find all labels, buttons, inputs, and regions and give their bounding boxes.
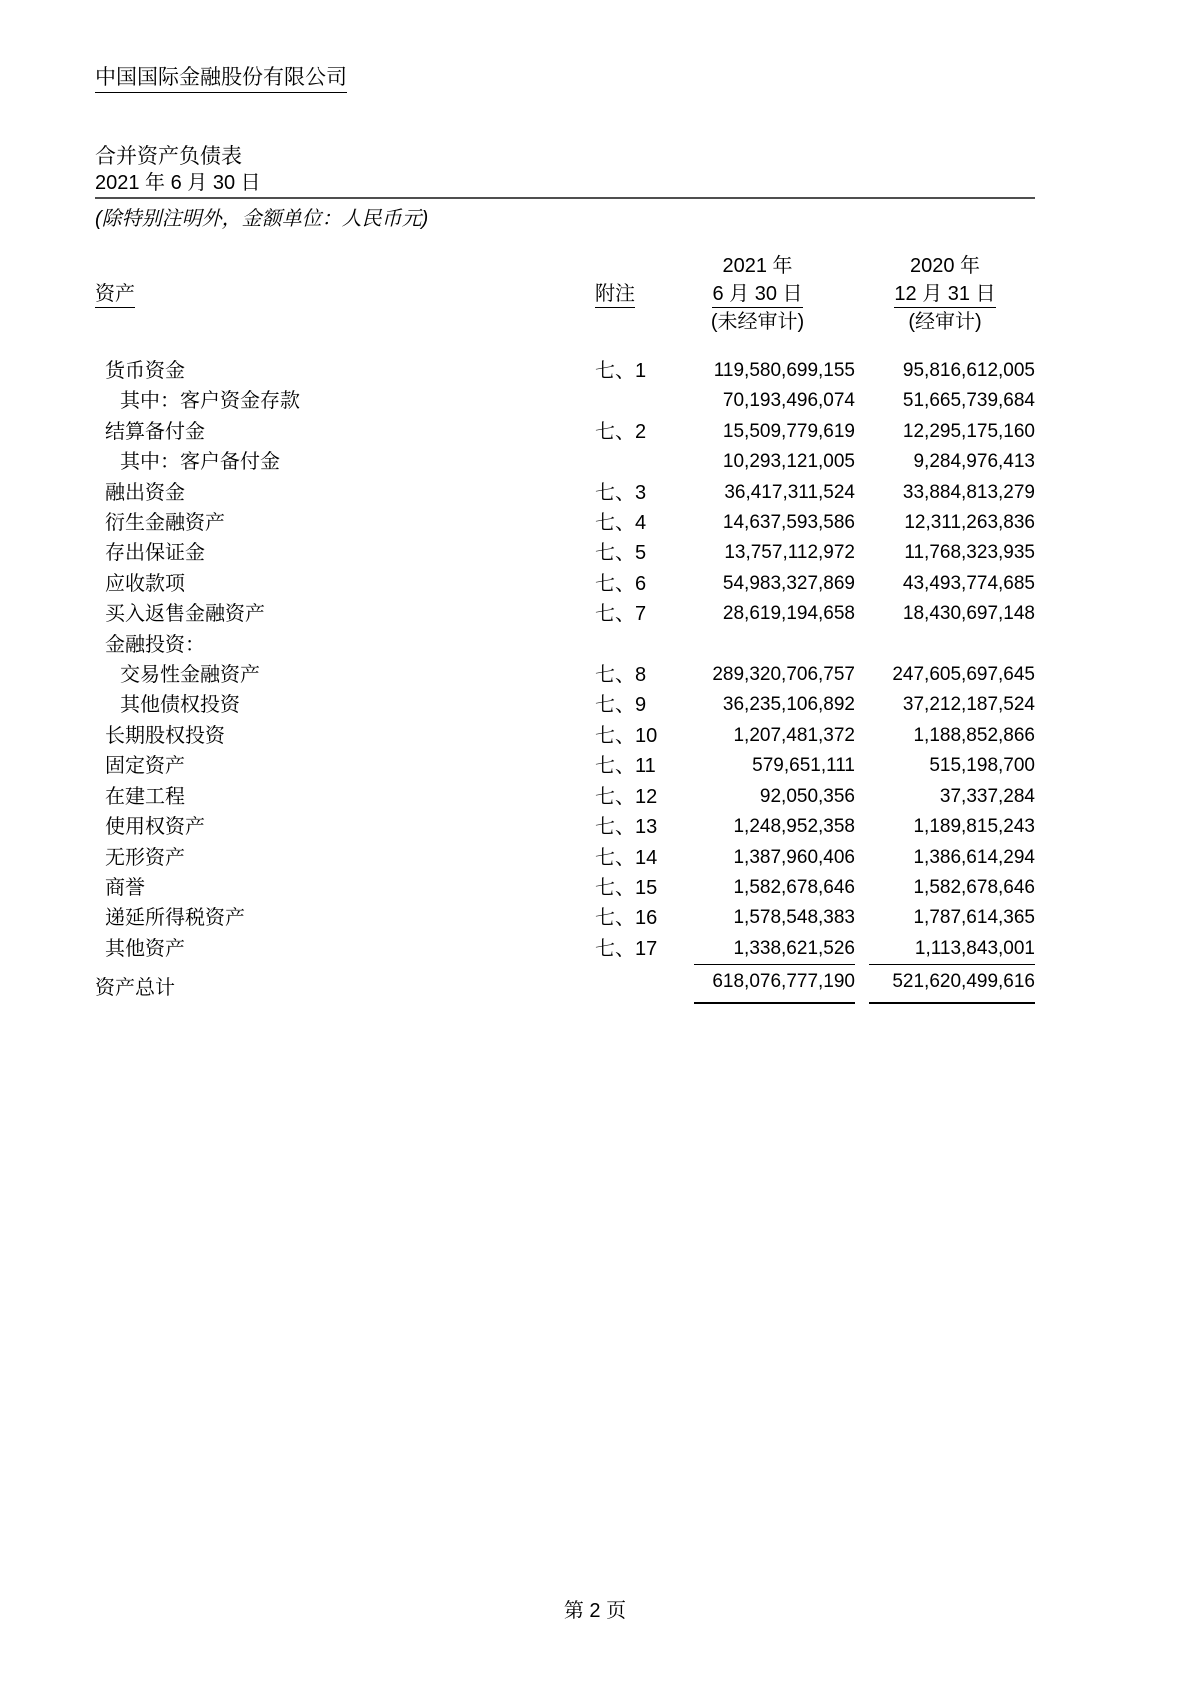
row-label: 衍生金融资产 (105, 512, 225, 535)
row-value-2020: 1,787,614,365 (913, 907, 1035, 929)
table-body (95, 336, 1035, 964)
row-value-2020: 12,311,263,836 (904, 512, 1035, 534)
table-row (95, 336, 1035, 386)
row-value-2021: 28,619,194,658 (722, 603, 855, 625)
row-note: 七、13 (595, 816, 658, 839)
table-row (95, 538, 1035, 568)
header-empty (595, 252, 660, 280)
row-value-2021: 119,580,699,155 (713, 360, 855, 381)
row-note (595, 386, 660, 416)
row-label: 其他资产 (105, 937, 185, 960)
currency-unit-note: (除特别注明外，金额单位：人民币元) (95, 208, 429, 230)
company-name (95, 64, 1035, 92)
row-label: 交易性金融资产 (120, 664, 260, 687)
header-empty (595, 308, 660, 336)
row-label: 结算备付金 (105, 420, 205, 443)
row-label: 长期股权投资 (105, 724, 225, 747)
table-row (95, 751, 1035, 781)
row-label: 融出资金 (105, 481, 185, 504)
table-row (95, 903, 1035, 933)
row-note: 七、17 (595, 937, 658, 960)
note-header (595, 280, 660, 308)
col-2020-date-text: 12 月 31 日 (894, 283, 995, 308)
page-number: 第 2 页 (563, 1600, 627, 1622)
row-value-2020: 51,665,739,684 (902, 390, 1035, 412)
table-row (95, 782, 1035, 812)
row-note: 七、6 (595, 572, 647, 595)
total-value-2021-cell (660, 964, 855, 1003)
row-value-2020: 1,582,678,646 (913, 876, 1035, 898)
row-value-2020 (855, 630, 1035, 660)
assets-header (95, 280, 595, 308)
row-note: 七、10 (595, 724, 658, 747)
row-note (595, 447, 660, 477)
row-value-2020: 37,212,187,524 (902, 694, 1035, 716)
row-label: 金融投资： (105, 633, 205, 656)
row-value-2020: 1,386,614,294 (913, 846, 1035, 868)
row-label: 应收款项 (105, 572, 185, 595)
table-row (95, 721, 1035, 751)
table-row (95, 843, 1035, 873)
row-label: 商誉 (105, 876, 145, 899)
table-header (95, 252, 1035, 336)
row-value-2021: 1,338,621,526 (733, 937, 855, 959)
note-header-text: 附注 (595, 283, 635, 308)
row-value-2020: 1,189,815,243 (913, 816, 1035, 838)
header-empty (95, 308, 595, 336)
total-label: 资产总计 (95, 977, 175, 1000)
row-value-2021: 1,578,548,383 (733, 907, 855, 929)
row-value-2021: 10,293,121,005 (722, 451, 855, 473)
row-note: 七、7 (595, 603, 647, 626)
total-value-2021: 618,076,777,190 (694, 964, 855, 1003)
row-note: 七、5 (595, 542, 647, 565)
table-row (95, 417, 1035, 447)
company-name-text: 中国国际金融股份有限公司 (95, 66, 347, 93)
row-value-2020: 515,198,700 (929, 755, 1035, 777)
row-label: 存出保证金 (105, 542, 205, 565)
row-note: 七、2 (595, 420, 647, 443)
row-note: 七、11 (595, 755, 656, 778)
col-2020-year: 2020 年 (909, 255, 981, 277)
total-value-2020-cell (855, 964, 1035, 1003)
table-row (95, 478, 1035, 508)
row-label: 使用权资产 (105, 816, 205, 839)
row-value-2021: 579,651,111 (752, 755, 855, 777)
row-value-2020: 11,768,323,935 (904, 542, 1035, 564)
col-2021-audit-status: (未经审计) (710, 311, 805, 333)
row-label: 固定资产 (105, 755, 185, 778)
row-value-2020: 1,188,852,866 (913, 724, 1035, 746)
row-note: 七、15 (595, 876, 658, 899)
row-note: 七、8 (595, 664, 647, 687)
row-value-2020: 95,816,612,005 (902, 360, 1035, 381)
row-value-2021 (660, 630, 855, 660)
row-note: 七、16 (595, 907, 658, 930)
row-value-2021: 1,207,481,372 (733, 724, 855, 746)
table-row (95, 569, 1035, 599)
row-value-2021: 1,582,678,646 (733, 876, 855, 898)
table-row (95, 934, 1035, 964)
row-label: 递延所得税资产 (105, 907, 245, 930)
table-row (95, 812, 1035, 842)
row-note: 七、3 (595, 481, 647, 504)
header-audit-row (95, 308, 1035, 336)
table-row (95, 630, 1035, 660)
row-value-2020: 1,113,843,001 (914, 937, 1035, 959)
header-empty (95, 252, 595, 280)
col-2020-audit-status: (经审计) (908, 311, 982, 333)
row-value-2021: 1,387,960,406 (733, 846, 855, 868)
header-year-row (95, 252, 1035, 280)
table-row (95, 508, 1035, 538)
row-value-2020: 12,295,175,160 (902, 420, 1035, 442)
row-value-2020: 18,430,697,148 (902, 603, 1035, 625)
row-value-2021: 13,757,112,972 (724, 542, 855, 564)
row-value-2021: 36,235,106,892 (722, 694, 855, 716)
row-value-2021: 92,050,356 (759, 785, 855, 807)
total-value-2020: 521,620,499,616 (869, 964, 1035, 1003)
row-value-2020: 43,493,774,685 (902, 572, 1035, 594)
row-note: 七、1 (595, 360, 647, 382)
row-value-2020: 9,284,976,413 (913, 451, 1035, 473)
row-note: 七、9 (595, 694, 647, 717)
col-2021-date-text: 6 月 30 日 (712, 283, 802, 308)
total-row (95, 964, 1035, 1003)
table-row (95, 873, 1035, 903)
row-label: 其中：客户资金存款 (120, 390, 300, 413)
row-value-2020: 33,884,813,279 (902, 481, 1035, 503)
row-value-2021: 1,248,952,358 (733, 816, 855, 838)
row-value-2021: 289,320,706,757 (712, 664, 855, 686)
col-2021-date (660, 280, 855, 308)
row-value-2021: 36,417,311,524 (724, 481, 855, 503)
col-2020-date (855, 280, 1035, 308)
table-row (95, 386, 1035, 416)
document-title: 合并资产负债表 (95, 145, 242, 168)
row-value-2021: 70,193,496,074 (722, 390, 855, 412)
row-note (595, 630, 660, 660)
total-note-empty (595, 964, 660, 1003)
table-row (95, 660, 1035, 690)
row-note: 七、12 (595, 785, 658, 808)
row-label: 买入返售金融资产 (105, 603, 265, 626)
row-value-2021: 15,509,779,619 (722, 420, 855, 442)
row-value-2021: 14,637,593,586 (722, 512, 855, 534)
balance-sheet-table (95, 252, 1035, 1004)
assets-header-text: 资产 (95, 283, 135, 308)
row-label: 其他债权投资 (120, 694, 240, 717)
table-row (95, 690, 1035, 720)
row-value-2021: 54,983,327,869 (722, 572, 855, 594)
row-label: 无形资产 (105, 846, 185, 869)
table-footer (95, 964, 1035, 1003)
document-date: 2021 年 6 月 30 日 (95, 171, 1035, 199)
col-2021-year: 2021 年 (722, 255, 793, 277)
row-note: 七、14 (595, 846, 658, 869)
page-content (95, 0, 1035, 1004)
row-label: 货币资金 (105, 360, 185, 382)
row-note: 七、4 (595, 512, 647, 535)
table-row (95, 447, 1035, 477)
row-value-2020: 247,605,697,645 (892, 664, 1035, 686)
row-label: 其中：客户备付金 (120, 451, 280, 474)
row-value-2020: 37,337,284 (939, 785, 1035, 807)
table-row (95, 599, 1035, 629)
row-label: 在建工程 (105, 785, 185, 808)
header-date-row (95, 280, 1035, 308)
